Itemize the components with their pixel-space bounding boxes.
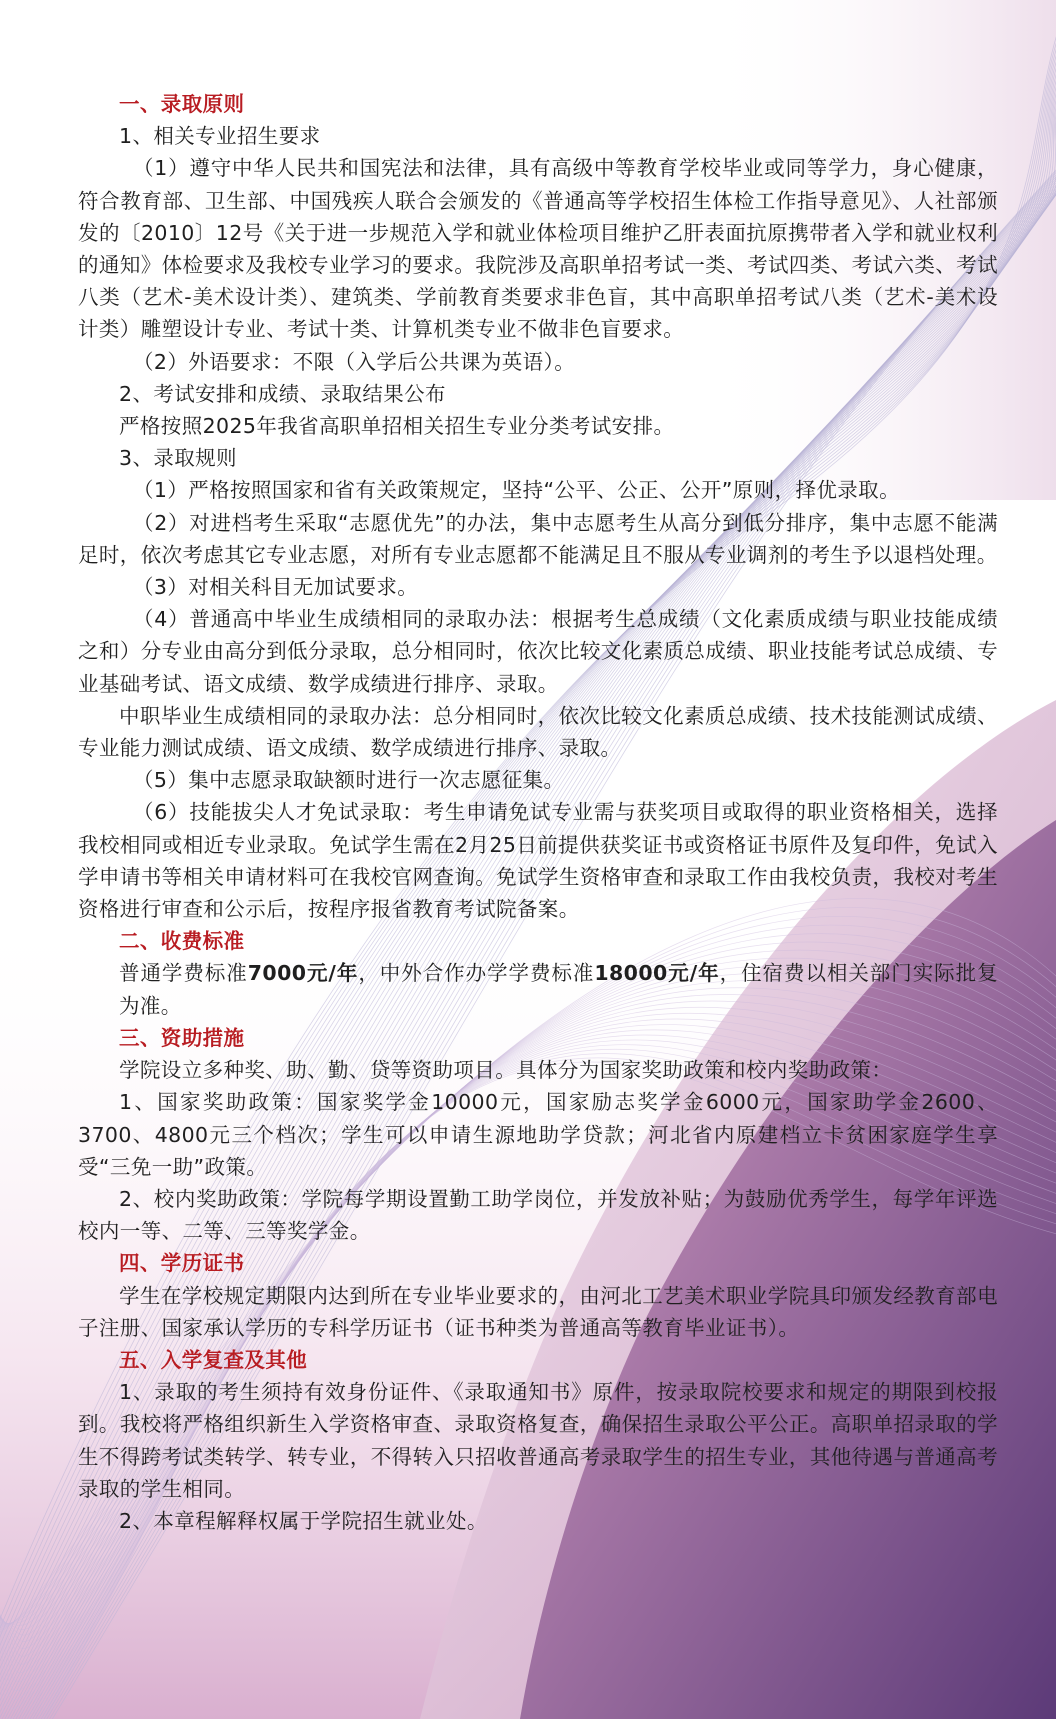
paragraph-interpretation: 2、本章程解释权属于学院招生就业处。: [119, 1508, 488, 1533]
heading-enrollment-review: 五、入学复查及其他: [119, 1347, 308, 1372]
paragraph-rule-4: （4）普通高中毕业生成绩相同的录取办法：根据考生总成绩（文化素质成绩与职业技能成绩之和）分专业由高分到低分录取，总分相同时，依次比较文化素质总成绩、职业技能考试总成绩、专业基础考试、语文成绩、数学成绩进行排序、录取。: [78, 607, 998, 696]
admission-charter-text: [78, 88, 998, 1537]
paragraph-rule-6: （6）技能拔尖人才免试录取：考生申请免试专业需与获奖项目或取得的职业资格相关，选择我校相同或相近专业录取。免试学生需在2月25日前提供获奖证书或资格证书原件及复印件，免试入学申请书等相关申请材料可在我校官网查询。免试学生资格审查和录取工作由我校负责，我校对考生资格进行审查和公示后，按程序报省教育考试院备案。: [78, 800, 998, 922]
paragraph-aid-national: 1、国家奖助政策：国家奖学金10000元，国家励志奖学金6000元，国家助学金2600、3700、4800元三个档次；学生可以申请生源地助学贷款；河北省内原建档立卡贫困家庭学生享受“三免一助”政策。: [78, 1090, 998, 1179]
fees-amount-regular: 7000元/年: [247, 961, 359, 986]
paragraph-rule-4b: 中职毕业生成绩相同的录取办法：总分相同时，依次比较文化素质总成绩、技术技能测试成绩、专业能力测试成绩、语文成绩、数学成绩进行排序、录取。: [78, 703, 998, 761]
paragraph-diploma: 学生在学校规定期限内达到所在专业毕业要求的，由河北工艺美术职业学院具印颁发经教育部电子注册、国家承认学历的专科学历证书（证书种类为普通高等教育毕业证书）。: [78, 1283, 998, 1340]
fees-amount-cooperative: 18000元/年: [594, 961, 720, 986]
paragraph-fees: [78, 957, 998, 1021]
subheading-exam: 2、考试安排和成绩、录取结果公布: [119, 381, 446, 406]
paragraph-rule-3: （3）对相关科目无加试要求。: [133, 575, 419, 600]
heading-fees: 二、收费标准: [119, 929, 245, 954]
paragraph-rule-1: （1）严格按照国家和省有关政策规定，坚持“公平、公正、公开”原则，择优录取。: [133, 478, 900, 503]
subheading-requirements: 1、相关专业招生要求: [119, 124, 321, 149]
paragraph-requirement-1: （1）遵守中华人民共和国宪法和法律，具有高级中等教育学校毕业或同等学力，身心健康，符合教育部、卫生部、中国残疾人联合会颁发的《普通高等学校招生体检工作指导意见》、人社部颁发的〔2010〕12号《关于进一步规范入学和就业体检项目维护乙肝表面抗原携带者入学和就业权利的通知》体检要求及我校专业学习的要求。我院涉及高职单招考试一类、考试四类、考试六类、考试八类（艺术-美术设计类）、建筑类、学前教育类要求非色盲，其中高职单招考试八类（艺术-美术设计类）雕塑设计专业、考试十类、计算机类专业不做非色盲要求。: [78, 156, 998, 342]
paragraph-aid-school: 2、校内奖助政策：学院每学期设置勤工助学岗位，并发放补贴；为鼓励优秀学生，每学年评选校内一等、二等、三等奖学金。: [78, 1186, 998, 1244]
paragraph-enrollment-review: 1、录取的考生须持有效身份证件、《录取通知书》原件，按录取院校要求和规定的期限到校报到。我校将严格组织新生入学资格审查、录取资格复查，确保招生录取公平公正。高职单招录取的学生不得跨考试类转学、转专业，不得转入只招收普通高考录取学生的招生专业，其他待遇与普通高考录取的学生相同。: [78, 1380, 998, 1501]
heading-diploma: 四、学历证书: [119, 1251, 245, 1276]
paragraph-exam: 严格按照2025年我省高职单招相关招生专业分类考试安排。: [119, 414, 675, 439]
subheading-rules: 3、录取规则: [119, 446, 237, 471]
fees-text-2: ，中外合作办学学费标准: [358, 961, 595, 986]
heading-financial-aid: 三、资助措施: [119, 1025, 245, 1050]
fees-text-1: 普通学费标准: [119, 961, 248, 986]
paragraph-requirement-2: （2）外语要求：不限（入学后公共课为英语）。: [133, 349, 576, 374]
paragraph-aid-intro: 学院设立多种奖、助、勤、贷等资助项目。具体分为国家奖助政策和校内奖助政策：: [119, 1058, 893, 1083]
fees-text-3: ，住宿费以相关部门实际批复为准。: [119, 961, 998, 1018]
heading-admission-principles: 一、录取原则: [119, 92, 245, 116]
paragraph-rule-5: （5）集中志愿录取缺额时进行一次志愿征集。: [133, 768, 565, 793]
paragraph-rule-2: （2）对进档考生采取“志愿优先”的办法，集中志愿考生从高分到低分排序，集中志愿不能满足时，依次考虑其它专业志愿，对所有专业志愿都不能满足且不服从专业调剂的考生予以退档处理。: [78, 510, 998, 567]
